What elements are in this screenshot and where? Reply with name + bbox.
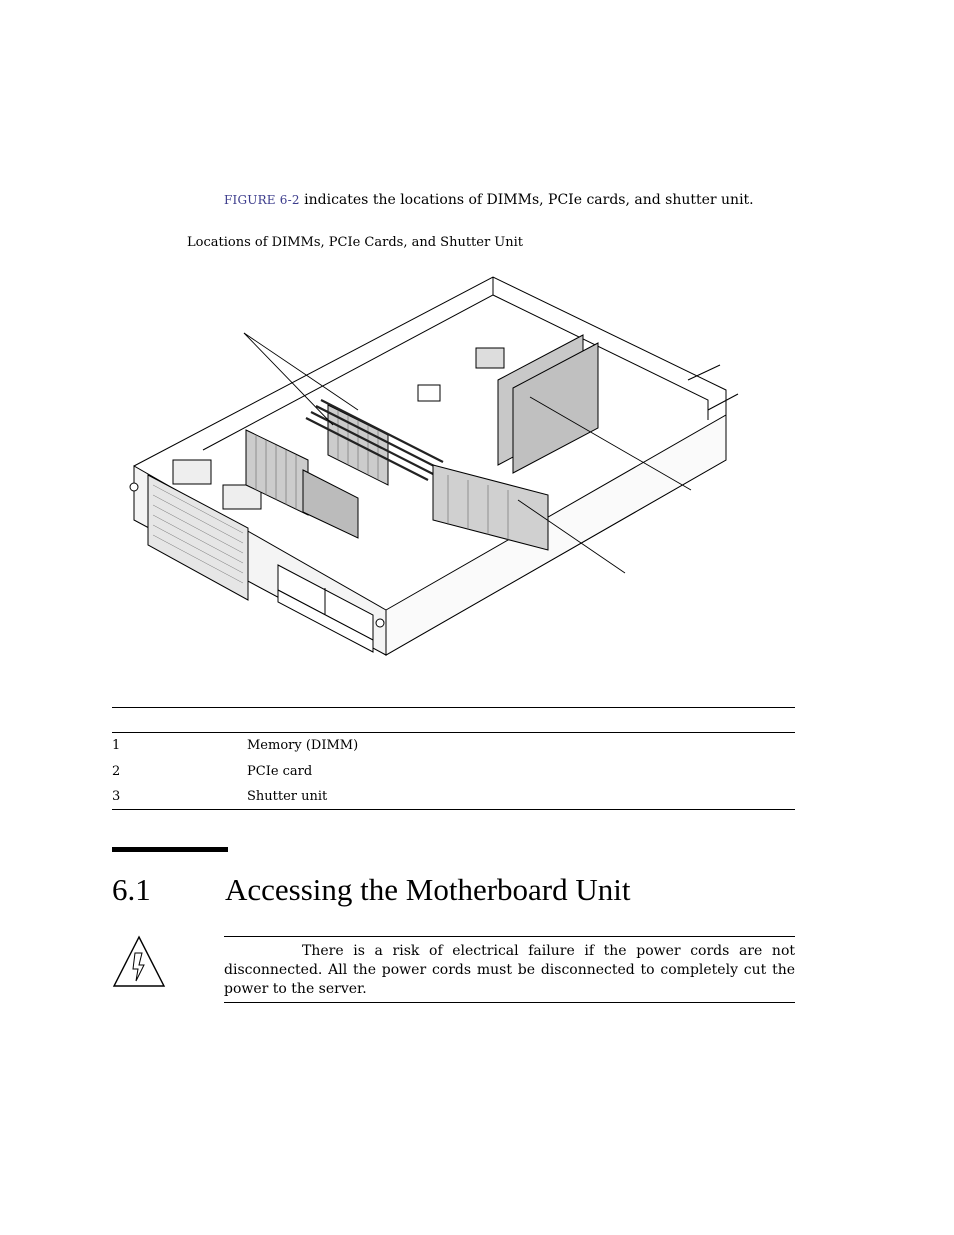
figure-caption: Locations of DIMMs, PCIe Cards, and Shutter Unit: [187, 235, 524, 250]
row-number: 2: [112, 764, 121, 779]
table-bottom-rule: [112, 809, 795, 810]
row-number: 3: [112, 789, 121, 804]
warning-bottom-rule: [224, 1002, 795, 1003]
figure-reference-link[interactable]: FIGURE 6-2: [224, 193, 300, 207]
warning-top-rule: [224, 936, 795, 937]
row-number: 1: [112, 738, 121, 753]
section-number: 6.1: [112, 872, 151, 907]
section-heading-bar: [112, 847, 228, 852]
warning-text-block: [224, 942, 795, 999]
section-title: Accessing the Motherboard Unit: [225, 872, 631, 907]
row-label: Memory (DIMM): [247, 738, 359, 753]
row-label: PCIe card: [247, 764, 313, 779]
row-label: Shutter unit: [247, 789, 328, 804]
server-chassis-illustration: [128, 270, 748, 670]
table-header-rule: [112, 732, 795, 733]
intro-text: indicates the locations of DIMMs, PCIe cards, and shutter unit.: [299, 192, 754, 208]
warning-text: There is a risk of electrical failure if the power cords are not disconnected. All the power cords must be disconnected to completely cut the power to the server.: [224, 943, 795, 997]
table-top-rule: [112, 707, 795, 708]
intro-paragraph: [224, 192, 754, 208]
electrical-hazard-icon: [112, 935, 166, 989]
